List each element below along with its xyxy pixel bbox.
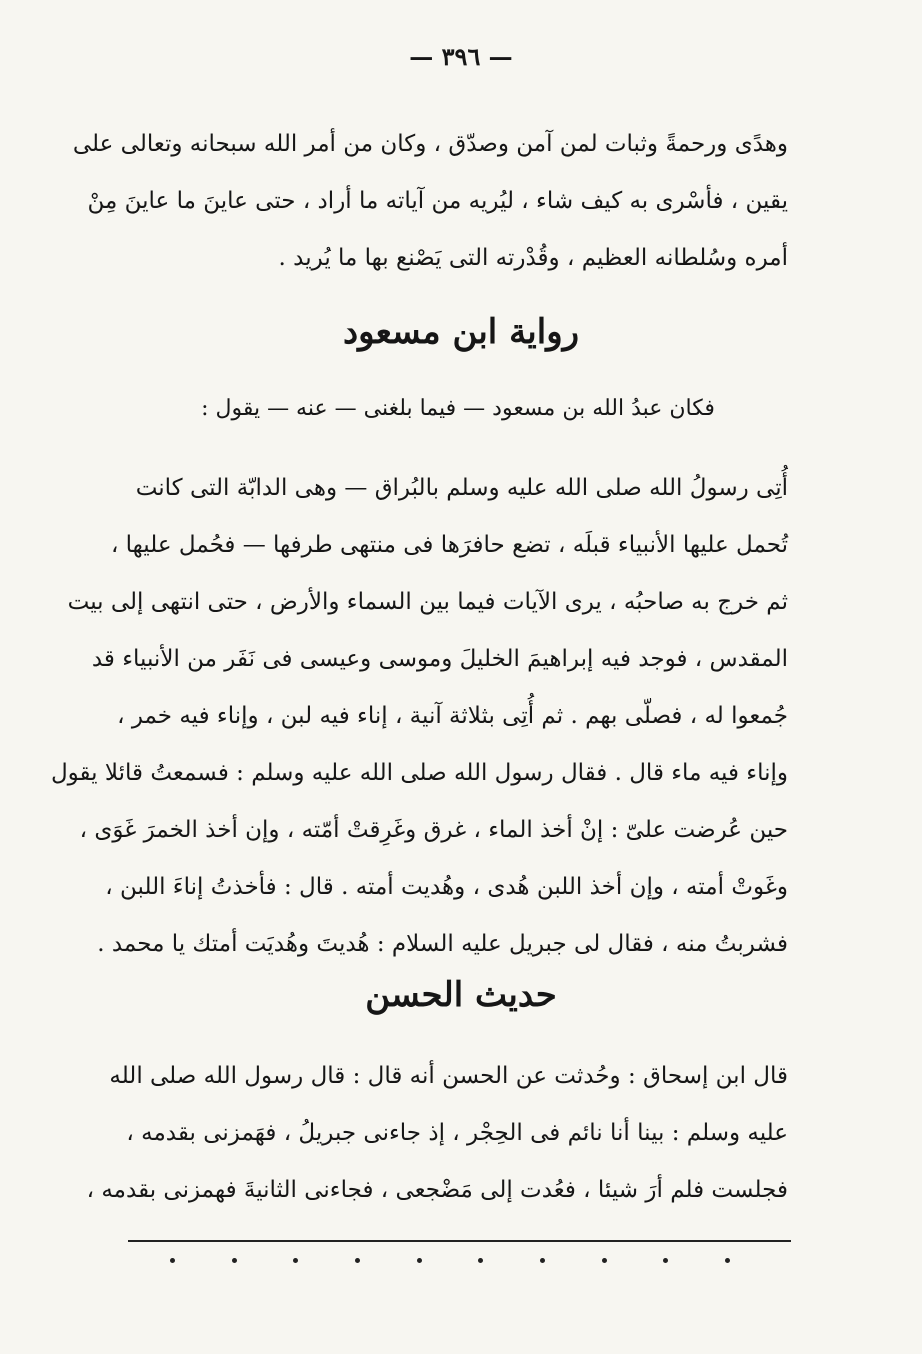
text-line: عليه وسلم : بينا أنا نائم فى الحِجْر ، إذ جاءنى جبريلُ ، فهَمزنى بقدمه ، [126, 1120, 788, 1146]
footer-dots [170, 1258, 730, 1263]
text-line: أمره وسُلطانه العظيم ، وقُدْرته التى يَصْنع بها ما يُريد . [278, 245, 788, 271]
text-line: فجلست فلم أرَ شيئا ، فعُدت إلى مَضْجعى ، فجاءنى الثانيةَ فهمزنى بقدمه ، [86, 1177, 788, 1203]
text-line: يقين ، فأسْرى به كيف شاء ، ليُريه من آياته ما أراد ، حتى عاينَ ما عاينَ مِنْ [87, 188, 788, 214]
text-line: ثم خرج به صاحبُه ، يرى الآيات فيما بين السماء والأرض ، حتى انتهى إلى بيت [67, 589, 788, 615]
paragraph-ibn-masud [50, 460, 788, 973]
text-line: وغَوتْ أمته ، وإن أخذ اللبن هُدى ، وهُديت أمته . قال : فأخذتُ إناءَ اللبن ، [105, 874, 788, 900]
text-line: جُمعوا له ، فصلّى بهم . ثم أُتِى بثلاثة آنية ، إناء فيه لبن ، وإناء فيه خمر ، [117, 703, 788, 729]
text-line: وهدًى ورحمةً وثبات لمن آمن وصدّق ، وكان من أمر الله سبحانه وتعالى على [72, 131, 788, 157]
footer-dot [355, 1258, 360, 1263]
footer-dot [417, 1258, 422, 1263]
footer-dot [478, 1258, 483, 1263]
narration-source-line: فكان عبدُ الله بن مسعود — فيما بلغنى — عنه — يقول : [201, 396, 715, 421]
page-number: — ٣٩٦ — [409, 42, 513, 71]
text-line: حين عُرضت علىّ : إنْ أخذ الماء ، غرق وغَرِقتْ أمّته ، وإن أخذ الخمرَ غَوَى ، [79, 817, 788, 843]
footer-rule [128, 1240, 791, 1242]
text-line: قال ابن إسحاق : وحُدثت عن الحسن أنه قال : قال رسول الله صلى الله [109, 1063, 788, 1089]
footer-dot [725, 1258, 730, 1263]
footer-dot [170, 1258, 175, 1263]
footer-dot [602, 1258, 607, 1263]
text-line: تُحمل عليها الأنبياء قبلَه ، تضع حافرَها فى منتهى طرفها — فحُمل عليها ، [110, 532, 788, 558]
footer-dot [293, 1258, 298, 1263]
text-line: أُتِى رسولُ الله صلى الله عليه وسلم بالبُراق — وهى الدابّة التى كانت [135, 475, 788, 501]
text-line: فشربتُ منه ، فقال لى جبريل عليه السلام : هُديتَ وهُديَت أمتك يا محمد . [97, 931, 788, 957]
footer-dot [232, 1258, 237, 1263]
text-line: وإناء فيه ماء قال . فقال رسول الله صلى الله عليه وسلم : فسمعتُ قائلا يقول [50, 760, 788, 786]
text-line: المقدس ، فوجد فيه إبراهيمَ الخليلَ وموسى وعيسى فى نَفَر من الأنبياء قد [91, 646, 788, 672]
footer-dot [663, 1258, 668, 1263]
section-heading-hasan: حديث الحسن [365, 975, 557, 1015]
paragraph-intro [72, 116, 788, 287]
paragraph-hasan [86, 1048, 788, 1219]
section-heading-ibn-masud: رواية ابن مسعود [342, 312, 580, 352]
footer-dot [540, 1258, 545, 1263]
